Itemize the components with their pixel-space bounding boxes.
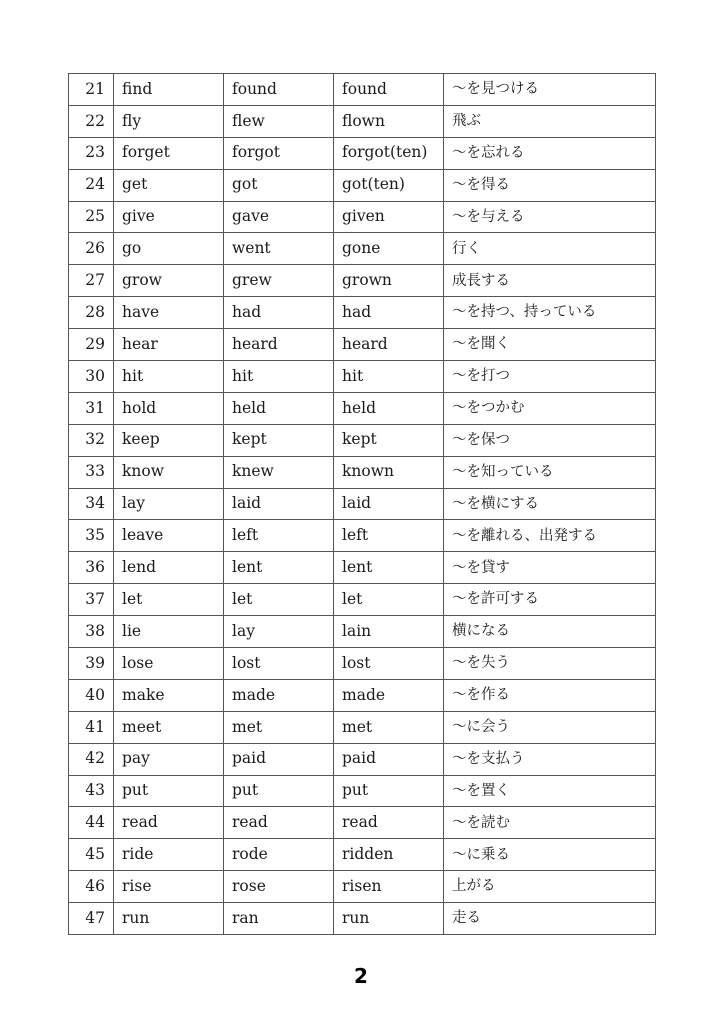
past-participle-cell: hit (334, 361, 444, 393)
verb-number-cell: 45 (69, 839, 114, 871)
verb-row (69, 775, 656, 807)
japanese-meaning-cell: 走る (444, 903, 656, 935)
past-participle-cell: heard (334, 329, 444, 361)
past-form-cell: lent (224, 552, 334, 584)
past-participle-cell: read (334, 807, 444, 839)
base-form-cell: find (114, 74, 224, 106)
verb-row (69, 392, 656, 424)
japanese-meaning-cell: ～を得る (444, 169, 656, 201)
verb-row (69, 807, 656, 839)
japanese-meaning-cell: ～を保つ (444, 424, 656, 456)
verb-row (69, 616, 656, 648)
base-form-cell: grow (114, 265, 224, 297)
japanese-meaning-cell: 行く (444, 233, 656, 265)
past-form-cell: knew (224, 456, 334, 488)
past-participle-cell: kept (334, 424, 444, 456)
verb-row (69, 201, 656, 233)
verb-number-cell: 35 (69, 520, 114, 552)
past-form-cell: went (224, 233, 334, 265)
past-participle-cell: run (334, 903, 444, 935)
verb-number-cell: 39 (69, 648, 114, 680)
japanese-meaning-cell: ～を持つ、持っている (444, 297, 656, 329)
base-form-cell: hold (114, 392, 224, 424)
past-form-cell: laid (224, 488, 334, 520)
past-participle-cell: had (334, 297, 444, 329)
base-form-cell: lie (114, 616, 224, 648)
past-participle-cell: ridden (334, 839, 444, 871)
base-form-cell: fly (114, 105, 224, 137)
verb-number-cell: 43 (69, 775, 114, 807)
past-form-cell: hit (224, 361, 334, 393)
verb-number-cell: 36 (69, 552, 114, 584)
past-form-cell: read (224, 807, 334, 839)
verb-number-cell: 25 (69, 201, 114, 233)
verb-number-cell: 30 (69, 361, 114, 393)
verb-number-cell: 26 (69, 233, 114, 265)
japanese-meaning-cell: ～に会う (444, 711, 656, 743)
base-form-cell: lend (114, 552, 224, 584)
base-form-cell: rise (114, 871, 224, 903)
japanese-meaning-cell: ～を忘れる (444, 137, 656, 169)
base-form-cell: lose (114, 648, 224, 680)
base-form-cell: let (114, 584, 224, 616)
verb-row (69, 871, 656, 903)
verb-row (69, 74, 656, 106)
verb-row (69, 456, 656, 488)
verb-number-cell: 31 (69, 392, 114, 424)
past-form-cell: got (224, 169, 334, 201)
verb-number-cell: 46 (69, 871, 114, 903)
base-form-cell: give (114, 201, 224, 233)
base-form-cell: put (114, 775, 224, 807)
japanese-meaning-cell: 横になる (444, 616, 656, 648)
verb-row (69, 743, 656, 775)
past-participle-cell: given (334, 201, 444, 233)
past-form-cell: heard (224, 329, 334, 361)
verb-number-cell: 22 (69, 105, 114, 137)
past-form-cell: left (224, 520, 334, 552)
verb-row (69, 233, 656, 265)
verb-row (69, 839, 656, 871)
past-participle-cell: grown (334, 265, 444, 297)
japanese-meaning-cell: ～を見つける (444, 74, 656, 106)
past-form-cell: lay (224, 616, 334, 648)
japanese-meaning-cell: ～を貸す (444, 552, 656, 584)
japanese-meaning-cell: ～を横にする (444, 488, 656, 520)
japanese-meaning-cell: ～を作る (444, 679, 656, 711)
base-form-cell: go (114, 233, 224, 265)
past-participle-cell: lost (334, 648, 444, 680)
past-participle-cell: flown (334, 105, 444, 137)
japanese-meaning-cell: 飛ぶ (444, 105, 656, 137)
base-form-cell: lay (114, 488, 224, 520)
past-participle-cell: paid (334, 743, 444, 775)
past-participle-cell: held (334, 392, 444, 424)
verb-row (69, 903, 656, 935)
verb-row (69, 424, 656, 456)
base-form-cell: have (114, 297, 224, 329)
verb-row (69, 679, 656, 711)
verb-row (69, 552, 656, 584)
verb-number-cell: 24 (69, 169, 114, 201)
past-form-cell: kept (224, 424, 334, 456)
japanese-meaning-cell: ～をつかむ (444, 392, 656, 424)
verb-row (69, 169, 656, 201)
base-form-cell: hit (114, 361, 224, 393)
verb-number-cell: 37 (69, 584, 114, 616)
base-form-cell: hear (114, 329, 224, 361)
verb-number-cell: 33 (69, 456, 114, 488)
past-form-cell: paid (224, 743, 334, 775)
verb-number-cell: 28 (69, 297, 114, 329)
verb-number-cell: 40 (69, 679, 114, 711)
japanese-meaning-cell: 成長する (444, 265, 656, 297)
past-form-cell: ran (224, 903, 334, 935)
past-participle-cell: let (334, 584, 444, 616)
japanese-meaning-cell: ～を打つ (444, 361, 656, 393)
verb-row (69, 584, 656, 616)
verb-number-cell: 34 (69, 488, 114, 520)
past-participle-cell: gone (334, 233, 444, 265)
verb-row (69, 105, 656, 137)
verb-number-cell: 47 (69, 903, 114, 935)
past-participle-cell: laid (334, 488, 444, 520)
verb-row (69, 488, 656, 520)
japanese-meaning-cell: ～を失う (444, 648, 656, 680)
base-form-cell: meet (114, 711, 224, 743)
past-form-cell: forgot (224, 137, 334, 169)
past-form-cell: grew (224, 265, 334, 297)
verb-row (69, 648, 656, 680)
base-form-cell: pay (114, 743, 224, 775)
verb-row (69, 297, 656, 329)
japanese-meaning-cell: ～を支払う (444, 743, 656, 775)
base-form-cell: ride (114, 839, 224, 871)
japanese-meaning-cell: ～に乗る (444, 839, 656, 871)
base-form-cell: make (114, 679, 224, 711)
verb-row (69, 520, 656, 552)
japanese-meaning-cell: ～を置く (444, 775, 656, 807)
past-form-cell: flew (224, 105, 334, 137)
verb-number-cell: 44 (69, 807, 114, 839)
past-participle-cell: made (334, 679, 444, 711)
japanese-meaning-cell: ～を知っている (444, 456, 656, 488)
base-form-cell: know (114, 456, 224, 488)
verb-number-cell: 21 (69, 74, 114, 106)
base-form-cell: run (114, 903, 224, 935)
past-participle-cell: got(ten) (334, 169, 444, 201)
verb-row (69, 329, 656, 361)
japanese-meaning-cell: ～を与える (444, 201, 656, 233)
past-form-cell: met (224, 711, 334, 743)
japanese-meaning-cell: ～を許可する (444, 584, 656, 616)
verb-row (69, 361, 656, 393)
past-participle-cell: left (334, 520, 444, 552)
japanese-meaning-cell: 上がる (444, 871, 656, 903)
verb-number-cell: 23 (69, 137, 114, 169)
past-form-cell: had (224, 297, 334, 329)
past-form-cell: put (224, 775, 334, 807)
japanese-meaning-cell: ～を読む (444, 807, 656, 839)
page-number: 2 (354, 964, 368, 988)
base-form-cell: forget (114, 137, 224, 169)
past-form-cell: held (224, 392, 334, 424)
past-form-cell: rode (224, 839, 334, 871)
verb-row (69, 711, 656, 743)
past-participle-cell: forgot(ten) (334, 137, 444, 169)
verb-number-cell: 42 (69, 743, 114, 775)
past-participle-cell: lent (334, 552, 444, 584)
past-form-cell: rose (224, 871, 334, 903)
verb-number-cell: 32 (69, 424, 114, 456)
past-form-cell: gave (224, 201, 334, 233)
verb-number-cell: 27 (69, 265, 114, 297)
irregular-verb-table (68, 73, 656, 935)
past-form-cell: found (224, 74, 334, 106)
past-form-cell: made (224, 679, 334, 711)
japanese-meaning-cell: ～を聞く (444, 329, 656, 361)
japanese-meaning-cell: ～を離れる、出発する (444, 520, 656, 552)
past-participle-cell: found (334, 74, 444, 106)
base-form-cell: get (114, 169, 224, 201)
base-form-cell: read (114, 807, 224, 839)
base-form-cell: keep (114, 424, 224, 456)
verb-row (69, 137, 656, 169)
past-form-cell: lost (224, 648, 334, 680)
past-participle-cell: lain (334, 616, 444, 648)
past-participle-cell: met (334, 711, 444, 743)
past-participle-cell: put (334, 775, 444, 807)
past-participle-cell: risen (334, 871, 444, 903)
past-form-cell: let (224, 584, 334, 616)
base-form-cell: leave (114, 520, 224, 552)
verb-number-cell: 38 (69, 616, 114, 648)
past-participle-cell: known (334, 456, 444, 488)
verb-number-cell: 29 (69, 329, 114, 361)
verb-number-cell: 41 (69, 711, 114, 743)
verb-table-body (69, 74, 656, 935)
verb-row (69, 265, 656, 297)
